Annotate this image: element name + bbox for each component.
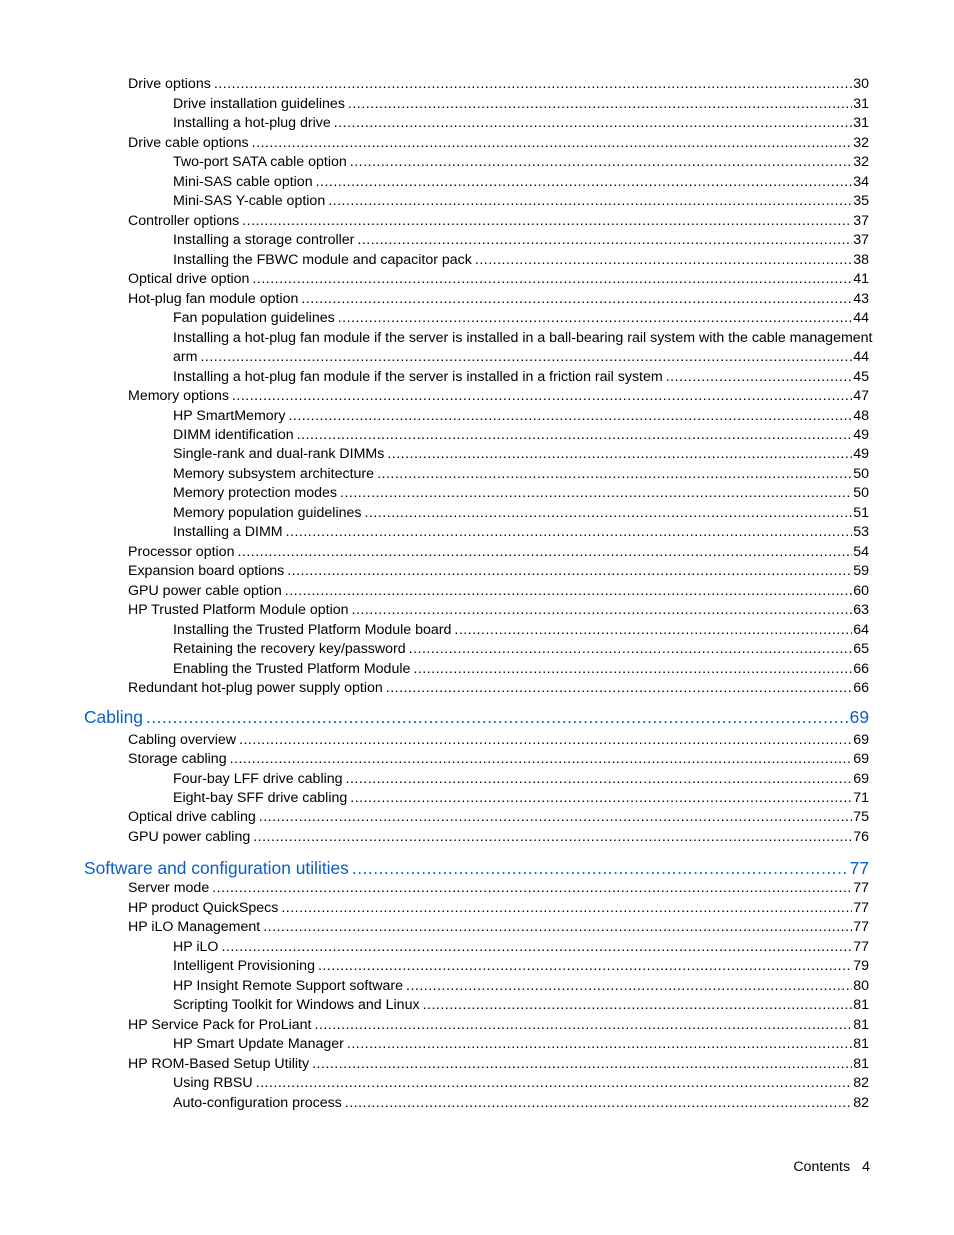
dot-leader	[666, 368, 853, 387]
dot-leader	[256, 1074, 853, 1093]
toc-entry-page: 77	[853, 939, 869, 955]
toc-entry[interactable]	[173, 770, 869, 789]
toc-entry-title: Installing the FBWC module and capacitor pack	[173, 252, 472, 268]
toc-entry-page: 37	[853, 213, 869, 229]
toc-entry[interactable]	[173, 231, 869, 250]
dot-leader	[252, 134, 853, 153]
dot-leader	[297, 426, 853, 445]
toc-entry-page: 82	[853, 1095, 869, 1111]
toc-entry-title: Hot-plug fan module option	[128, 291, 299, 307]
dot-leader	[200, 348, 852, 367]
toc-entry[interactable]	[173, 660, 869, 679]
toc-entry-title: Drive options	[128, 76, 211, 92]
dot-leader	[242, 212, 852, 231]
toc-entry-page: 69	[853, 771, 869, 787]
toc-entry[interactable]	[173, 445, 869, 464]
toc-entry[interactable]	[128, 601, 869, 620]
dot-leader	[214, 75, 852, 94]
toc-entry-title: Drive cable options	[128, 135, 249, 151]
toc-entry[interactable]	[128, 562, 869, 581]
toc-entry-title: Optical drive cabling	[128, 809, 256, 825]
toc-entry-title: Using RBSU	[173, 1075, 253, 1091]
toc-entry-title: GPU power cabling	[128, 829, 251, 845]
toc-entry[interactable]	[173, 1035, 869, 1054]
toc-chapter-entry[interactable]	[84, 857, 869, 879]
toc-chapter-entry[interactable]	[84, 706, 869, 728]
toc-entry-title: Processor option	[128, 544, 235, 560]
dot-leader	[346, 770, 853, 789]
dot-leader	[301, 290, 852, 309]
toc-entry-title: Two-port SATA cable option	[173, 154, 347, 170]
toc-entry[interactable]	[128, 543, 869, 562]
toc-entry-title: Installing a hot-plug fan module if the server is installed in a friction rail system	[173, 369, 663, 385]
toc-entry-page: 44	[853, 310, 869, 326]
dot-leader	[350, 153, 852, 172]
toc-entry-page: 82	[853, 1075, 869, 1091]
dot-leader	[146, 706, 849, 728]
toc-entry-title: Installing a hot-plug drive	[173, 115, 331, 131]
dot-leader	[352, 601, 853, 620]
toc-entry-page: 64	[853, 622, 869, 638]
toc-entry-page: 69	[853, 732, 869, 748]
toc-entry-page: 43	[853, 291, 869, 307]
dot-leader	[352, 857, 849, 879]
toc-entry[interactable]	[173, 407, 869, 426]
toc-entry-page: 32	[853, 154, 869, 170]
toc-entry-wrapped-line[interactable]: Installing a hot-plug fan module if the server is installed in a ball-bearing rail system with the cable management	[173, 330, 873, 346]
toc-entry-title: Cabling	[84, 707, 143, 727]
dot-leader	[316, 173, 853, 192]
toc-entry-page: 32	[853, 135, 869, 151]
toc-entry-page: 69	[849, 707, 869, 727]
toc-entry-title: Enabling the Trusted Platform Module	[173, 661, 411, 677]
dot-leader	[423, 996, 853, 1015]
toc-entry-page: 47	[853, 388, 869, 404]
dot-leader	[328, 192, 852, 211]
toc-entry-page: 35	[853, 193, 869, 209]
dot-leader	[253, 828, 852, 847]
toc-entry[interactable]	[173, 368, 869, 387]
dot-leader	[357, 231, 852, 250]
toc-entry-title: HP product QuickSpecs	[128, 900, 279, 916]
dot-leader	[287, 562, 852, 581]
toc-entry[interactable]	[128, 270, 869, 289]
dot-leader	[232, 387, 852, 406]
dot-leader	[312, 1055, 852, 1074]
toc-entry[interactable]	[173, 523, 869, 542]
toc-entry[interactable]	[173, 996, 869, 1015]
toc-entry-title: HP iLO Management	[128, 919, 261, 935]
toc-entry-title: Fan population guidelines	[173, 310, 335, 326]
toc-entry-page: 79	[853, 958, 869, 974]
toc-entry-title: Auto-configuration process	[173, 1095, 342, 1111]
toc-entry-title: Cabling overview	[128, 732, 237, 748]
toc-entry[interactable]	[128, 212, 869, 231]
toc-entry[interactable]	[173, 1094, 869, 1113]
dot-leader	[406, 977, 852, 996]
toc-entry-page: 44	[853, 349, 869, 365]
toc-entry[interactable]	[128, 828, 869, 847]
toc-entry[interactable]	[173, 426, 869, 445]
toc-entry[interactable]	[128, 582, 869, 601]
toc-entry-page: 77	[853, 900, 869, 916]
toc-entry[interactable]	[173, 348, 869, 367]
dot-leader	[475, 251, 852, 270]
dot-leader	[454, 621, 852, 640]
dot-leader	[263, 918, 852, 937]
toc-entry-title: Eight-bay SFF drive cabling	[173, 790, 348, 806]
toc-entry-title: Single-rank and dual-rank DIMMs	[173, 446, 385, 462]
toc-entry[interactable]	[128, 879, 869, 898]
dot-leader	[338, 309, 853, 328]
toc-entry-title: HP Insight Remote Support software	[173, 978, 404, 994]
toc-entry[interactable]	[128, 731, 869, 750]
toc-entry-title: HP Trusted Platform Module option	[128, 602, 349, 618]
dot-leader	[314, 1016, 852, 1035]
toc-entry-page: 77	[849, 858, 869, 878]
toc-entry-page: 81	[853, 1017, 869, 1033]
dot-leader	[387, 445, 852, 464]
dot-leader	[345, 1094, 852, 1113]
toc-entry-title: Memory options	[128, 388, 229, 404]
toc-entry-page: 66	[853, 661, 869, 677]
toc-entry[interactable]	[173, 957, 869, 976]
toc-entry-page: 69	[853, 751, 869, 767]
toc-entry-title: Mini-SAS cable option	[173, 174, 313, 190]
toc-entry-page: 63	[853, 602, 869, 618]
toc-entry-page: 50	[853, 485, 869, 501]
toc-entry[interactable]	[128, 918, 869, 937]
toc-entry-title: arm	[173, 349, 198, 365]
toc-entry-title: HP SmartMemory	[173, 408, 286, 424]
toc-entry-page: 49	[853, 446, 869, 462]
toc-entry[interactable]	[128, 75, 869, 94]
toc-entry[interactable]	[128, 1055, 869, 1074]
dot-leader	[252, 270, 852, 289]
toc-entry-page: 65	[853, 641, 869, 657]
toc-entry-title: Intelligent Provisioning	[173, 958, 315, 974]
toc-entry-page: 75	[853, 809, 869, 825]
toc-entry[interactable]	[173, 251, 869, 270]
toc-entry-page: 60	[853, 583, 869, 599]
dot-leader	[221, 938, 852, 957]
dot-leader	[334, 114, 852, 133]
toc-entry[interactable]	[173, 1074, 869, 1093]
toc-entry-title: Scripting Toolkit for Windows and Linux	[173, 997, 420, 1013]
toc-entry[interactable]	[128, 899, 869, 918]
toc-entry-title: Redundant hot-plug power supply option	[128, 680, 383, 696]
dot-leader	[281, 899, 852, 918]
dot-leader	[259, 808, 852, 827]
footer-label: Contents	[793, 1159, 851, 1175]
toc-entry-title: Controller options	[128, 213, 240, 229]
dot-leader	[347, 1035, 852, 1054]
dot-leader	[350, 789, 852, 808]
toc-entry-page: 50	[853, 466, 869, 482]
dot-leader	[318, 957, 852, 976]
toc-entry-title: Installing the Trusted Platform Module board	[173, 622, 452, 638]
dot-leader	[285, 582, 852, 601]
toc-entry[interactable]	[173, 789, 869, 808]
toc-entry-page: 34	[853, 174, 869, 190]
toc-entry[interactable]	[128, 808, 869, 827]
toc-entry[interactable]	[173, 465, 869, 484]
toc-entry-page: 31	[853, 96, 869, 112]
toc-entry[interactable]	[173, 977, 869, 996]
toc-entry[interactable]	[173, 153, 869, 172]
dot-leader	[348, 95, 852, 114]
dot-leader	[386, 679, 852, 698]
toc-entry-title: Retaining the recovery key/password	[173, 641, 406, 657]
footer-page-number: 4	[862, 1159, 870, 1175]
toc-entry[interactable]	[173, 95, 869, 114]
toc-entry[interactable]	[173, 192, 869, 211]
toc-entry-page: 31	[853, 115, 869, 131]
toc-entry-page: 30	[853, 76, 869, 92]
toc-entry[interactable]	[173, 640, 869, 659]
toc-entry[interactable]	[128, 134, 869, 153]
toc-entry[interactable]	[173, 114, 869, 133]
dot-leader	[286, 523, 853, 542]
toc-entry[interactable]	[128, 1016, 869, 1035]
toc-entry-title: Memory protection modes	[173, 485, 338, 501]
toc-entry[interactable]	[128, 750, 869, 769]
toc-entry[interactable]	[173, 309, 869, 328]
toc-entry-page: 77	[853, 880, 869, 896]
dot-leader	[413, 660, 852, 679]
toc-entry[interactable]	[173, 504, 869, 523]
toc-entry-title: Storage cabling	[128, 751, 227, 767]
toc-entry-title: Memory subsystem architecture	[173, 466, 375, 482]
dot-leader	[239, 731, 852, 750]
toc-entry[interactable]	[173, 173, 869, 192]
toc-entry-title: Four-bay LFF drive cabling	[173, 771, 343, 787]
toc-entry-page: 71	[853, 790, 869, 806]
dot-leader	[288, 407, 852, 426]
toc-entry[interactable]	[128, 679, 869, 698]
toc-entry-page: 45	[853, 369, 869, 385]
toc-entry-title: DIMM identification	[173, 427, 294, 443]
dot-leader	[365, 504, 853, 523]
toc-entry-page: 54	[853, 544, 869, 560]
toc-entry-title: HP Service Pack for ProLiant	[128, 1017, 312, 1033]
toc-entry-title: Installing a storage controller	[173, 232, 355, 248]
toc-entry[interactable]	[173, 484, 869, 503]
dot-leader	[212, 879, 852, 898]
toc-entry-page: 51	[853, 505, 869, 521]
toc-entry-page: 37	[853, 232, 869, 248]
toc-entry-page: 81	[853, 997, 869, 1013]
toc-entry-title: Drive installation guidelines	[173, 96, 345, 112]
toc-entry-page: 48	[853, 408, 869, 424]
toc-entry-page: 59	[853, 563, 869, 579]
toc-entry-page: 49	[853, 427, 869, 443]
toc-entry-page: 41	[853, 271, 869, 287]
toc-entry[interactable]	[173, 621, 869, 640]
dot-leader	[409, 640, 853, 659]
toc-entry-title: HP Smart Update Manager	[173, 1036, 344, 1052]
toc-entry-title: GPU power cable option	[128, 583, 282, 599]
toc-entry-page: 81	[853, 1036, 869, 1052]
dot-leader	[340, 484, 852, 503]
toc-entry-title: Software and configuration utilities	[84, 858, 349, 878]
toc-entry-page: 77	[853, 919, 869, 935]
toc-entry-page: 76	[853, 829, 869, 845]
dot-leader	[377, 465, 852, 484]
toc-entry-title: HP iLO	[173, 939, 219, 955]
toc-entry[interactable]	[128, 290, 869, 309]
toc-entry-page: 81	[853, 1056, 869, 1072]
toc-entry-title: Memory population guidelines	[173, 505, 362, 521]
dot-leader	[237, 543, 852, 562]
page-footer	[760, 1158, 870, 1177]
toc-entry-page: 38	[853, 252, 869, 268]
toc-entry-title: Expansion board options	[128, 563, 285, 579]
toc-entry[interactable]	[128, 387, 869, 406]
toc-entry-title: Installing a DIMM	[173, 524, 283, 540]
toc-entry-title: Optical drive option	[128, 271, 250, 287]
toc-entry[interactable]	[173, 938, 869, 957]
toc-entry-page: 66	[853, 680, 869, 696]
toc-entry-title: Mini-SAS Y-cable option	[173, 193, 326, 209]
toc-entry-title: Server mode	[128, 880, 210, 896]
toc-entry-page: 80	[853, 978, 869, 994]
toc-entry-title: HP ROM-Based Setup Utility	[128, 1056, 310, 1072]
dot-leader	[230, 750, 853, 769]
toc-entry-page: 53	[853, 524, 869, 540]
